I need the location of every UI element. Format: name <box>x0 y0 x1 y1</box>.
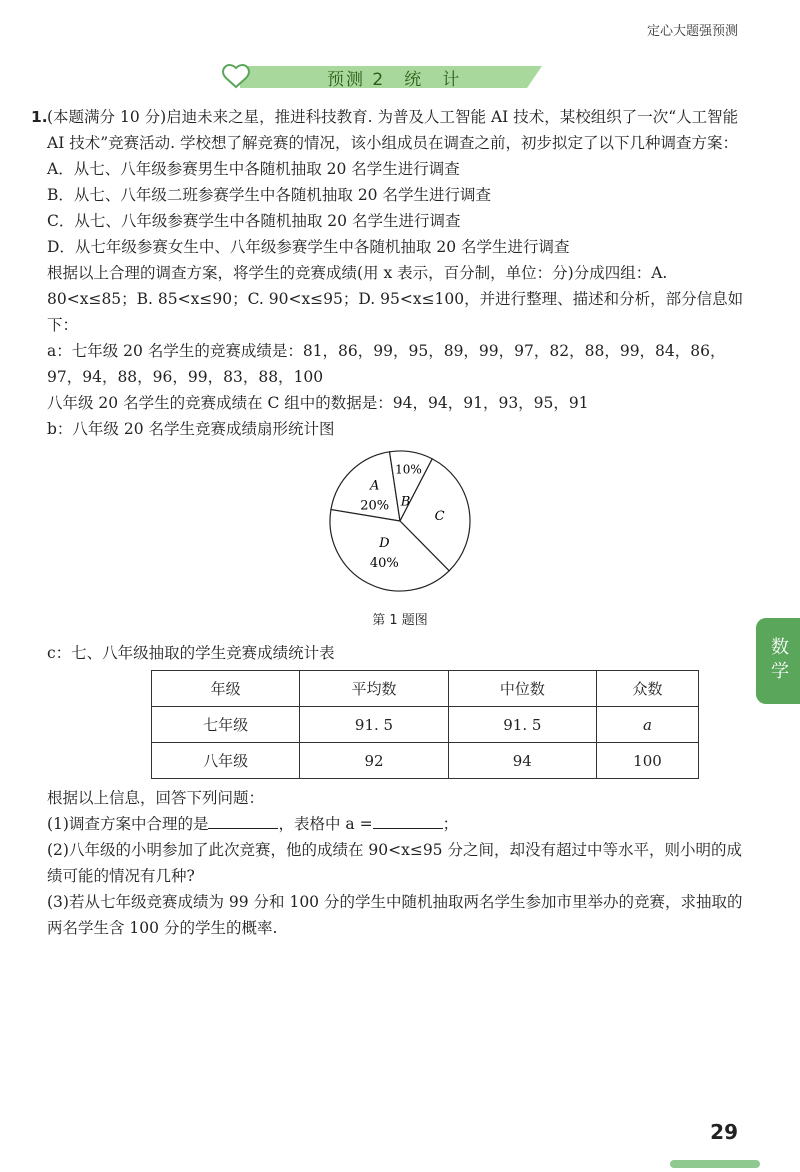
table-cell: a <box>596 707 698 743</box>
table-cell: 94 <box>448 743 596 779</box>
sub-question-3: (3)若从七年级竞赛成绩为 99 分和 100 分的学生中随机抽取两名学生参加市里举办的竞赛，求抽取的两名学生含 100 分的学生的概率. <box>47 893 743 937</box>
question-number: 1. <box>31 108 48 126</box>
footer-decoration <box>670 1160 760 1168</box>
sub-question-2: (2)八年级的小明参加了此次竞赛，他的成绩在 90<x≤95 分之间，却没有超过中等水平，则小明的成绩可能的情况有几种? <box>47 841 742 885</box>
answer-blank-2[interactable] <box>373 812 443 829</box>
question-intro: (本题满分 10 分)启迪未来之星，推进科技教育. 为普及人工智能 AI 技术，某校组织了一次“人工智能 AI 技术”竞赛活动. 学校想了解竞赛的情况，该小组成员在调查之前，初步拟定了以下几种调查方案： <box>47 108 739 152</box>
option-d: D．从七年级参赛女生中、八年级参赛学生中各随机抽取 20 名学生进行调查 <box>47 238 570 256</box>
answer-blank-1[interactable] <box>208 812 278 829</box>
table-header-row <box>152 671 699 707</box>
pie-label-d: D <box>379 536 390 552</box>
pie-label-c: C <box>434 509 445 525</box>
pie-label-a-percent: 20% <box>360 498 390 514</box>
pie-label-b-percent: 10% <box>395 462 422 477</box>
sub-question-1-text-c: ； <box>442 815 459 833</box>
grouping-text: 根据以上合理的调查方案，将学生的竞赛成绩(用 x 表示，百分制，单位：分)分成四组：A. 80<x≤85；B. 85<x≤90；C. 90<x≤95；D. 95<x≤100，并进行整理、描述和分析，部分信息如下： <box>47 264 744 334</box>
pie-label-d-percent: 40% <box>369 556 399 572</box>
subject-tab: 数学 <box>756 618 800 704</box>
question-body <box>31 104 753 941</box>
answer-prompt: 根据以上信息，回答下列问题： <box>47 789 265 807</box>
pie-label-a: A <box>370 478 380 494</box>
pie-label-b: B <box>400 494 411 510</box>
pie-chart-container <box>47 446 753 606</box>
info-b: b：八年级 20 名学生竞赛成绩扇形统计图 <box>47 420 335 438</box>
table-cell: 91. 5 <box>300 707 448 743</box>
table-row <box>152 707 699 743</box>
section-title: 预测 2 统 计 <box>327 70 462 90</box>
table-header: 平均数 <box>300 671 448 707</box>
sub-question-1-text-b: ，表格中 a = <box>278 815 373 833</box>
option-b: B．从七、八年级二班参赛学生中各随机抽取 20 名学生进行调查 <box>47 186 491 204</box>
sub-question-1-text: (1)调查方案中合理的是 <box>47 815 209 833</box>
table-cell: 100 <box>596 743 698 779</box>
table-cell: 八年级 <box>152 743 300 779</box>
option-a: A．从七、八年级参赛男生中各随机抽取 20 名学生进行调查 <box>47 160 460 178</box>
header-series-title: 定心大题强预测 <box>646 24 738 39</box>
option-c: C．从七、八年级参赛学生中各随机抽取 20 名学生进行调查 <box>47 212 461 230</box>
info-a-grade8: 八年级 20 名学生的竞赛成绩在 C 组中的数据是：94，94，91，93，95，91 <box>47 394 589 412</box>
info-a: a：七年级 20 名学生的竞赛成绩是：81，86，99，95，89，99，97，82，88，99，84，86，97，94，88，96，99，83，88，100 <box>47 342 726 386</box>
info-c: c：七、八年级抽取的学生竞赛成绩统计表 <box>47 644 335 662</box>
table-header: 众数 <box>596 671 698 707</box>
table-row <box>152 743 699 779</box>
section-banner <box>222 62 542 90</box>
pie-chart <box>325 446 475 596</box>
table-cell: 七年级 <box>152 707 300 743</box>
figure-caption: 第 1 题图 <box>372 613 428 628</box>
table-cell: 91. 5 <box>448 707 596 743</box>
table-cell: 92 <box>300 743 448 779</box>
page-number: 29 <box>710 1120 738 1144</box>
table-header: 年级 <box>152 671 300 707</box>
sub-question-1 <box>47 811 753 837</box>
stats-table <box>151 670 699 779</box>
table-header: 中位数 <box>448 671 596 707</box>
